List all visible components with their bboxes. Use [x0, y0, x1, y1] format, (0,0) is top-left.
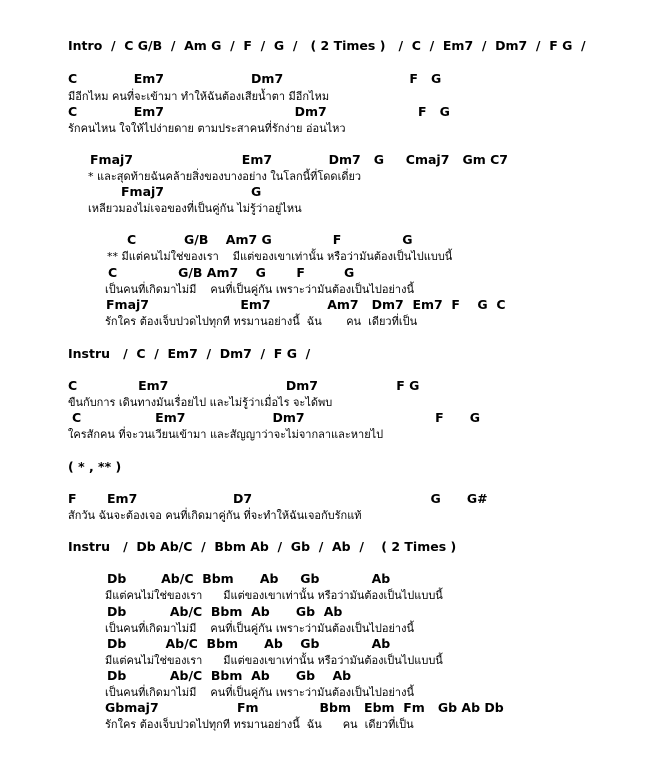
- lyric-line: รักใคร ต้องเจ็บปวดไปทุกที ทรมานอย่างนี้ ฉัน คน เดียวที่เป็น: [105, 315, 418, 328]
- chord-line: Db Ab/C Bbm Ab Gb Ab: [107, 571, 391, 586]
- chord-line: C Em7 Dm7 F G: [68, 378, 420, 393]
- repeat-marker: ( * , ** ): [68, 459, 122, 474]
- lyric-line: มีอีกไหม คนที่จะเข้ามา ทำให้ฉันต้องเสียน้ำตา มีอีกไหม: [68, 90, 330, 103]
- chord-line: Gbmaj7 Fm Bbm Ebm Fm Gb Ab Db: [105, 700, 504, 715]
- lyric-line: เป็นคนที่เกิดมาไม่มี คนที่เป็นคู่กัน เพราะว่ามันต้องเป็นไปอย่างนี้: [105, 622, 414, 635]
- instru-line: Instru / C / Em7 / Dm7 / F G /: [68, 346, 311, 361]
- chord-line: Fmaj7 Em7 Dm7 G Cmaj7 Gm C7: [90, 152, 508, 167]
- chord-line: Fmaj7 G: [121, 184, 262, 199]
- intro-line: Intro / C G/B / Am G / F / G / ( 2 Times ) / C / Em7 / Dm7 / F G /: [68, 38, 586, 53]
- lyric-line: รักคนไหน ใจให้ไปง่ายดาย ตามประสาคนที่รักง่าย อ่อนไหว: [68, 122, 346, 135]
- chord-line: C Em7 Dm7 F G: [72, 410, 481, 425]
- chord-line: Db Ab/C Bbm Ab Gb Ab: [107, 604, 343, 619]
- chord-line: C Em7 Dm7 F G: [68, 71, 442, 86]
- lyric-line: เป็นคนที่เกิดมาไม่มี คนที่เป็นคู่กัน เพราะว่ามันต้องเป็นไปอย่างนี้: [105, 686, 414, 699]
- lyric-line: ใครสักคน ที่จะวนเวียนเข้ามา และสัญญาว่าจะไม่จากลาและหายไป: [68, 428, 384, 441]
- lyric-line: สักวัน ฉันจะต้องเจอ คนที่เกิดมาคู่กัน ที่จะทำให้ฉันเจอกับรักแท้: [68, 509, 362, 522]
- chord-line: Db Ab/C Bbm Ab Gb Ab: [107, 636, 391, 651]
- lyric-line: มีแต่คนไม่ใช่ของเรา มีแต่ของเขาเท่านั้น หรือว่ามันต้องเป็นไปแบบนี้: [105, 589, 443, 602]
- lyric-line: * และสุดท้ายฉันคล้ายสิ่งของบางอย่าง ในโลกนี้ที่โดดเดี่ยว: [88, 170, 362, 183]
- instru-line: Instru / Db Ab/C / Bbm Ab / Gb / Ab / ( 2 Times ): [68, 539, 457, 554]
- chord-line: Fmaj7 Em7 Am7 Dm7 Em7 F G C: [106, 297, 506, 312]
- lyric-line: เหลียวมองไม่เจอของที่เป็นคู่กัน ไม่รู้ว่าอยู่ไหน: [88, 202, 302, 215]
- lyric-line: มีแต่คนไม่ใช่ของเรา มีแต่ของเขาเท่านั้น หรือว่ามันต้องเป็นไปแบบนี้: [105, 654, 443, 667]
- chord-line: F Em7 D7 G G#: [68, 491, 488, 506]
- chord-line: Db Ab/C Bbm Ab Gb Ab: [107, 668, 352, 683]
- chord-line: C G/B Am7 G F G: [108, 265, 355, 280]
- chord-line: C G/B Am7 G F G: [127, 232, 413, 247]
- lyric-line: รักใคร ต้องเจ็บปวดไปทุกที ทรมานอย่างนี้ ฉัน คน เดียวที่เป็น: [105, 718, 414, 731]
- lyric-line: ** มีแต่คนไม่ใช่ของเรา มีแต่ของเขาเท่านั้น หรือว่ามันต้องเป็นไปแบบนี้: [107, 250, 453, 263]
- lyric-line: ขืนกับการ เดินทางมันเรื่อยไป และไม่รู้ว่าเมื่อไร จะได้พบ: [68, 396, 333, 409]
- lyric-line: เป็นคนที่เกิดมาไม่มี คนที่เป็นคู่กัน เพราะว่ามันต้องเป็นไปอย่างนี้: [105, 283, 414, 296]
- chord-line: C Em7 Dm7 F G: [68, 104, 450, 119]
